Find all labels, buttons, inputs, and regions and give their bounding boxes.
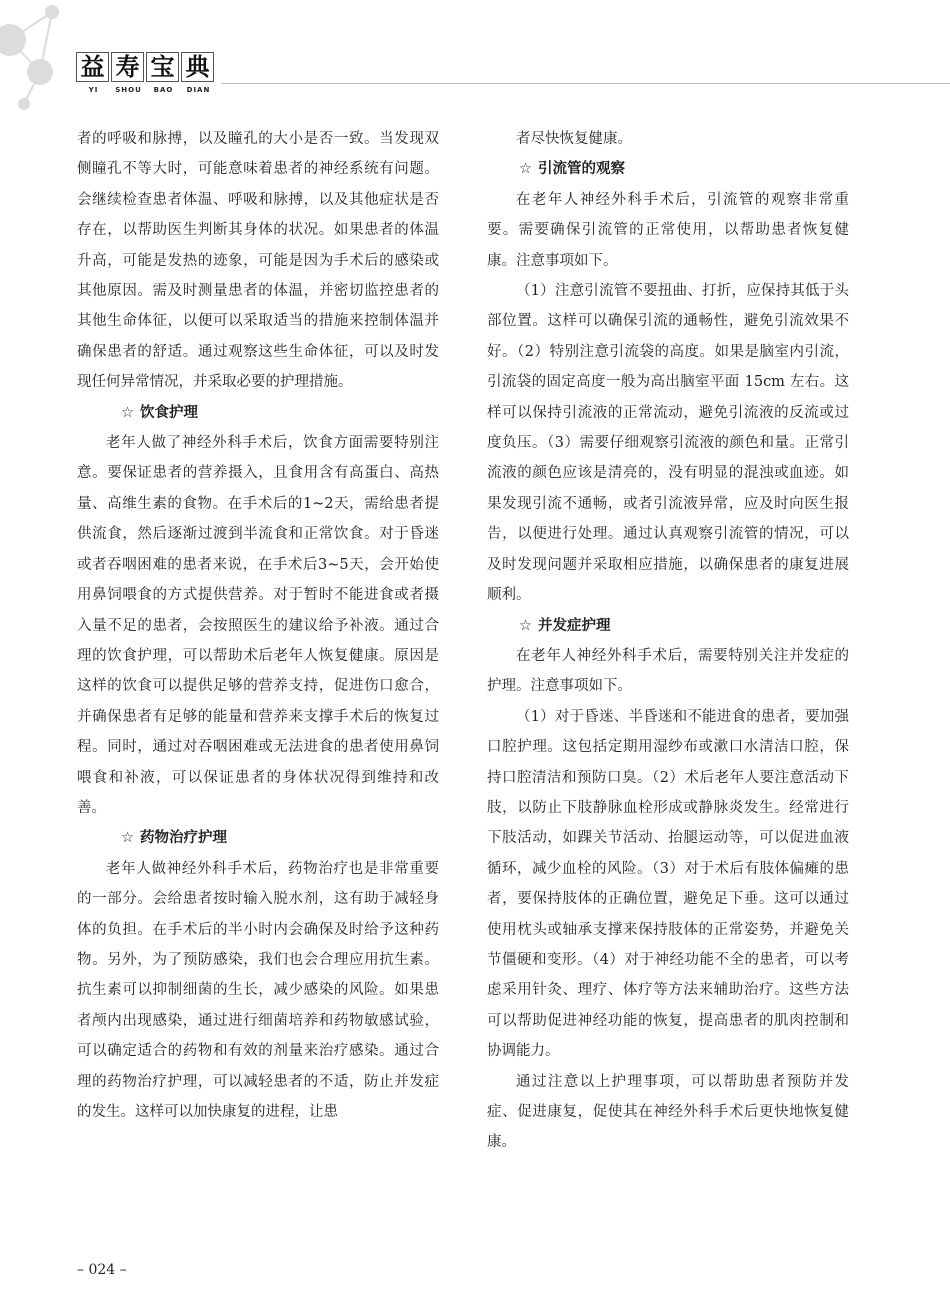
paragraph-vital-signs: 者的呼吸和脉搏，以及瞳孔的大小是否一致。当发现双侧瞳孔不等大时，可能意味着患者的神经系统有问题。会继续检查患者体温、呼吸和脉搏，以及其他症状是否存在，以帮助医生判断其身体的状况。如果患者的体温升高，可能是发热的迹象，可能是因为手术后的感染或其他原因。需及时测量患者的体温，并密切监控患者的其他生命体征，以便可以采取适当的措施来控制体温并确保患者的舒适。通过观察这些生命体征，可以及时发现任何异常情况，并采取必要的护理措施。 [77, 131, 439, 391]
masthead-logo [76, 52, 216, 94]
section-heading-complications [487, 611, 849, 641]
brand-pinyin: BAO [153, 86, 174, 94]
heading-text: 饮食护理 [140, 404, 198, 421]
star-icon: ☆ [121, 830, 134, 847]
paragraph-drainage-details: （1）注意引流管不要扭曲、打折，应保持其低于头部位置。这样可以确保引流的通畅性，避免引流效果不好。（2）特别注意引流袋的高度。如果是脑室内引流，引流袋的固定高度一般为高出脑室平面 15cm 左右。这样可以保持引流液的正常流动，避免引流液的反流或过度负压。（3）需要仔细观察引流液的颜色和量。正常引流液的颜色应该是清亮的，没有明显的混浊或血迹。如果发现引流不通畅，或者引流液异常，应及时向医生报告，以便进行处理。通过认真观察引流管的情况，可以及时发现问题并采取相应措施，以确保患者的康复进展顺利。 [487, 283, 849, 604]
brand-char: 宝 [146, 52, 179, 82]
page-number: – 024 – [77, 1262, 127, 1278]
paragraph-diet: 老年人做了神经外科手术后，饮食方面需要特别注意。要保证患者的营养摄入，且食用含有高蛋白、高热量、高维生素的食物。在手术后的1~2天，需给患者提供流食，然后逐渐过渡到半流食和正常饮食。对于昏迷或者吞咽困难的患者来说，在手术后3~5天，会开始使用鼻饲喂食的方式提供营养。对于暂时不能进食或者摄入量不足的患者，会按照医生的建议给予补液。通过合理的饮食护理，可以帮助术后老年人恢复健康。原因是这样的饮食可以提供足够的营养支持，促进伤口愈合，并确保患者有足够的能量和营养来支撑手术后的恢复过程。同时，通过对吞咽困难或无法进食的患者使用鼻饲喂食和补液，可以保证患者的身体状况得到维持和改善。 [77, 435, 439, 816]
brand-pinyin: SHOU [115, 86, 142, 94]
paragraph-drug: 老年人做神经外科手术后，药物治疗也是非常重要的一部分。会给患者按时输入脱水剂，这有助于减轻身体的负担。在手术后的半小时内会确保及时给予这种药物。另外，为了预防感染，我们也会合理应用抗生素。抗生素可以抑制细菌的生长，减少感染的风险。如果患者颅内出现感染，通过进行细菌培养和药物敏感试验，可以确定适合的药物和有效的剂量来治疗感染。通过合理的药物治疗护理，可以减轻患者的不适，防止并发症的发生。这样可以加快康复的进程，让患 [77, 860, 439, 1120]
heading-text: 并发症护理 [538, 617, 611, 634]
star-icon: ☆ [519, 161, 532, 178]
right-column [487, 124, 849, 1158]
section-heading-diet [77, 398, 439, 428]
star-icon: ☆ [519, 617, 532, 634]
paragraph-complications-details: （1）对于昏迷、半昏迷和不能进食的患者，要加强口腔护理。这包括定期用湿纱布或漱口水清洁口腔，保持口腔清洁和预防口臭。（2）术后老年人要注意活动下肢，以防止下肢静脉血栓形成或静脉炎发生。经常进行下肢活动，如踝关节活动、抬腿运动等，可以促进血液循环，减少血栓的风险。（3）对于术后有肢体偏瘫的患者，要保持肢体的正确位置，避免足下垂。这可以通过使用枕头或轴承支撑来保持肢体的正常姿势，并避免关节僵硬和变形。（4）对于神经功能不全的患者，可以考虑采用针灸、理疗、体疗等方法来辅助治疗。这些方法可以帮助促进神经功能的恢复，提高患者的肌肉控制和协调能力。 [487, 708, 849, 1060]
brand-char: 典 [181, 52, 214, 82]
section-heading-drainage [487, 154, 849, 184]
heading-text: 药物治疗护理 [140, 830, 227, 847]
section-heading-drug [77, 823, 439, 853]
brand-char: 益 [76, 52, 109, 82]
paragraph-continuation: 者尽快恢复健康。 [516, 131, 632, 147]
heading-text: 引流管的观察 [538, 161, 625, 178]
star-icon: ☆ [121, 404, 134, 421]
left-column [77, 124, 439, 1127]
paragraph-drainage-intro: 在老年人神经外科手术后，引流管的观察非常重要。需要确保引流管的正常使用，以帮助患者恢复健康。注意事项如下。 [487, 191, 849, 269]
brand-pinyin: YI [88, 86, 99, 94]
header-divider [222, 83, 950, 84]
paragraph-complications-intro: 在老年人神经外科手术后，需要特别关注并发症的护理。注意事项如下。 [487, 647, 849, 695]
brand-char: 寿 [111, 52, 144, 82]
brand-pinyin: DIAN [186, 86, 211, 94]
paragraph-conclusion: 通过注意以上护理事项，可以帮助患者预防并发症、促进康复，促使其在神经外科手术后更快地恢复健康。 [487, 1073, 849, 1151]
